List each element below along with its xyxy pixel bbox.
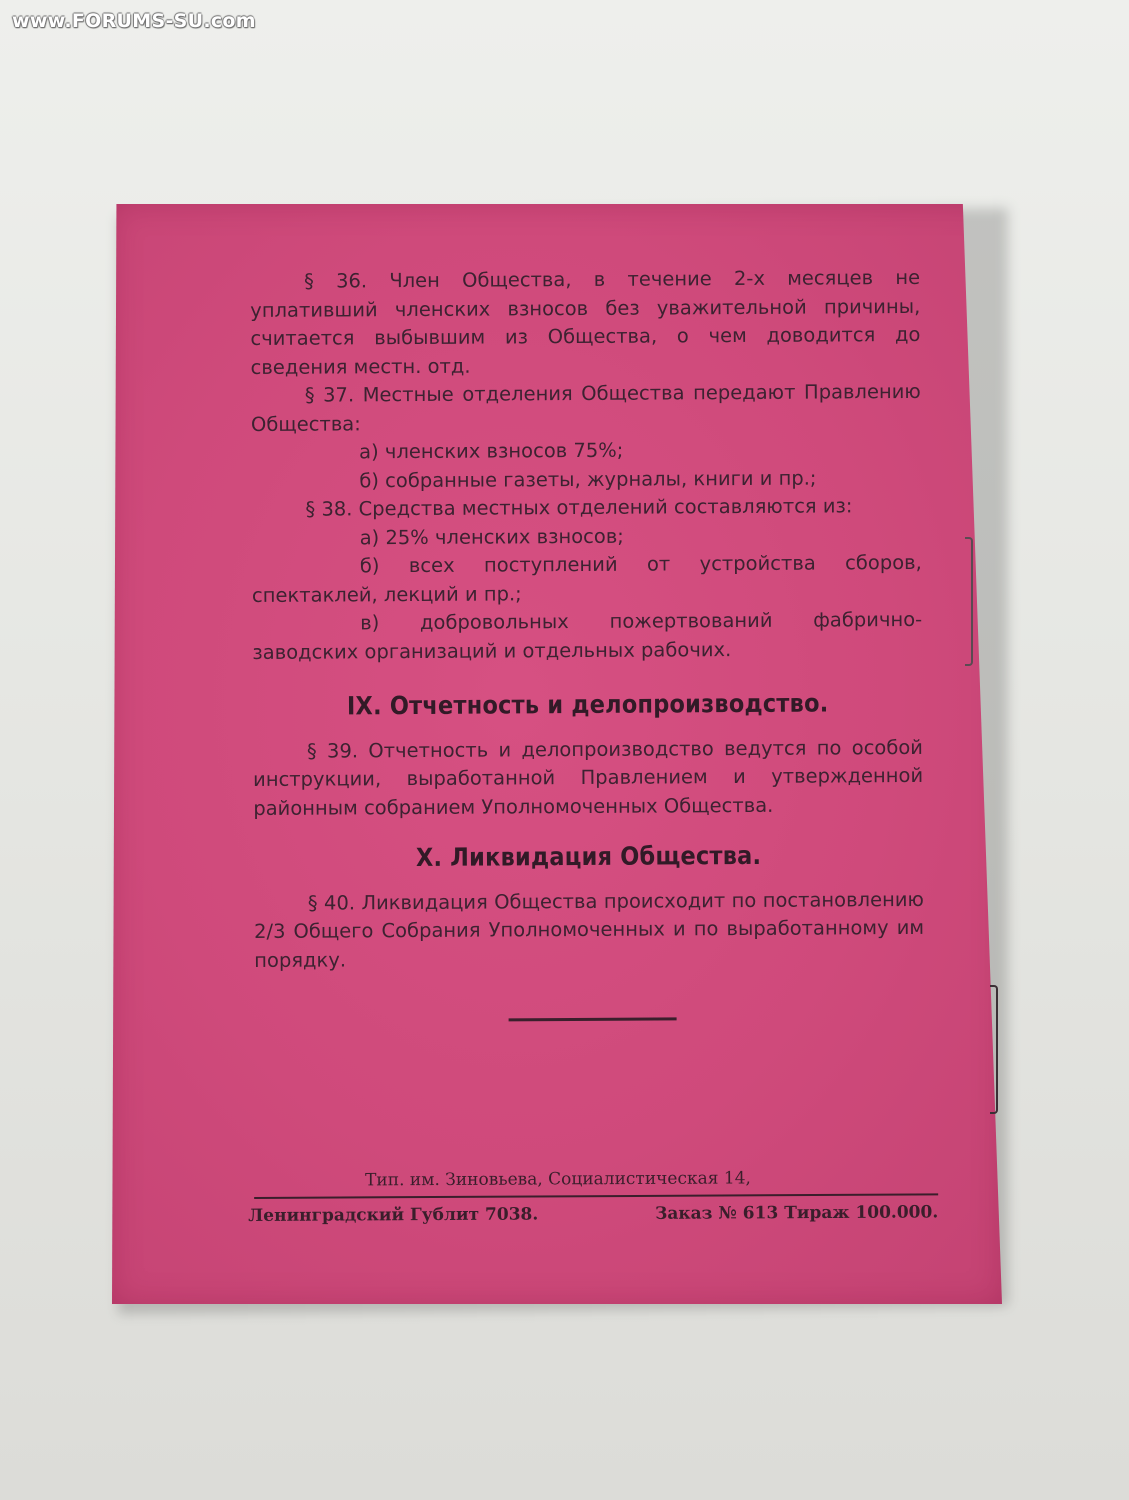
paragraph-37-item-b: б) собранные газеты, журналы, книги и пр.; bbox=[359, 466, 817, 492]
page-text bbox=[250, 264, 925, 1023]
paragraph-39: § 39. Отчетность и делопроизводство ведутся по особой инструкции, выработанной Правлением и утвержденной районным собранием Уполномоченных Общества. bbox=[253, 735, 924, 820]
section-heading-ix: IX. Отчетность и делопроизводство. bbox=[346, 688, 829, 721]
imprint-details bbox=[248, 1201, 938, 1227]
paragraph-38-item-c: в) добровольных пожертвований фабрично-заводских организаций и отдельных рабочих. bbox=[252, 607, 923, 664]
paragraph-40: § 40. Ликвидация Общества происходит по постановлению 2/3 Общего Собрания Уполномоченных и по выработанному им порядку. bbox=[253, 887, 925, 972]
paragraph-38: § 38. Средства местных отделений составляются из: bbox=[305, 494, 853, 521]
staple-icon bbox=[965, 537, 973, 666]
printer-line: Тип. им. Зиновьева, Социалистическая 14, bbox=[365, 1168, 751, 1191]
imprint-divider bbox=[254, 1193, 938, 1199]
censor-number: Ленинградский Гублит 7038. bbox=[248, 1204, 539, 1226]
order-and-print-run: Заказ № 613 Тираж 100.000. bbox=[654, 1202, 939, 1224]
paragraph-37-item-a: а) членских взносов 75%; bbox=[359, 438, 624, 464]
printer-imprint bbox=[248, 1164, 938, 1227]
paragraph-36: § 36. Член Общества, в течение 2-х месяцев не уплативший членских взносов без уважительной причины, считается выбывшим из Общества, о чем доводится до сведения местн. отд. bbox=[250, 265, 921, 379]
paragraph-38-item-b: б) всех поступлений от устройства сборов, спектаклей, лекций и пр.; bbox=[251, 550, 922, 607]
paragraph-38-item-a: а) 25% членских взносов; bbox=[359, 524, 624, 549]
staple-icon bbox=[990, 985, 998, 1114]
site-watermark: www.FORUMS-SU.com bbox=[12, 10, 256, 32]
section-heading-x: X. Ликвидация Общества. bbox=[415, 840, 762, 872]
paragraph-37: § 37. Местные отделения Общества передают Правлению Общества: bbox=[250, 379, 921, 436]
